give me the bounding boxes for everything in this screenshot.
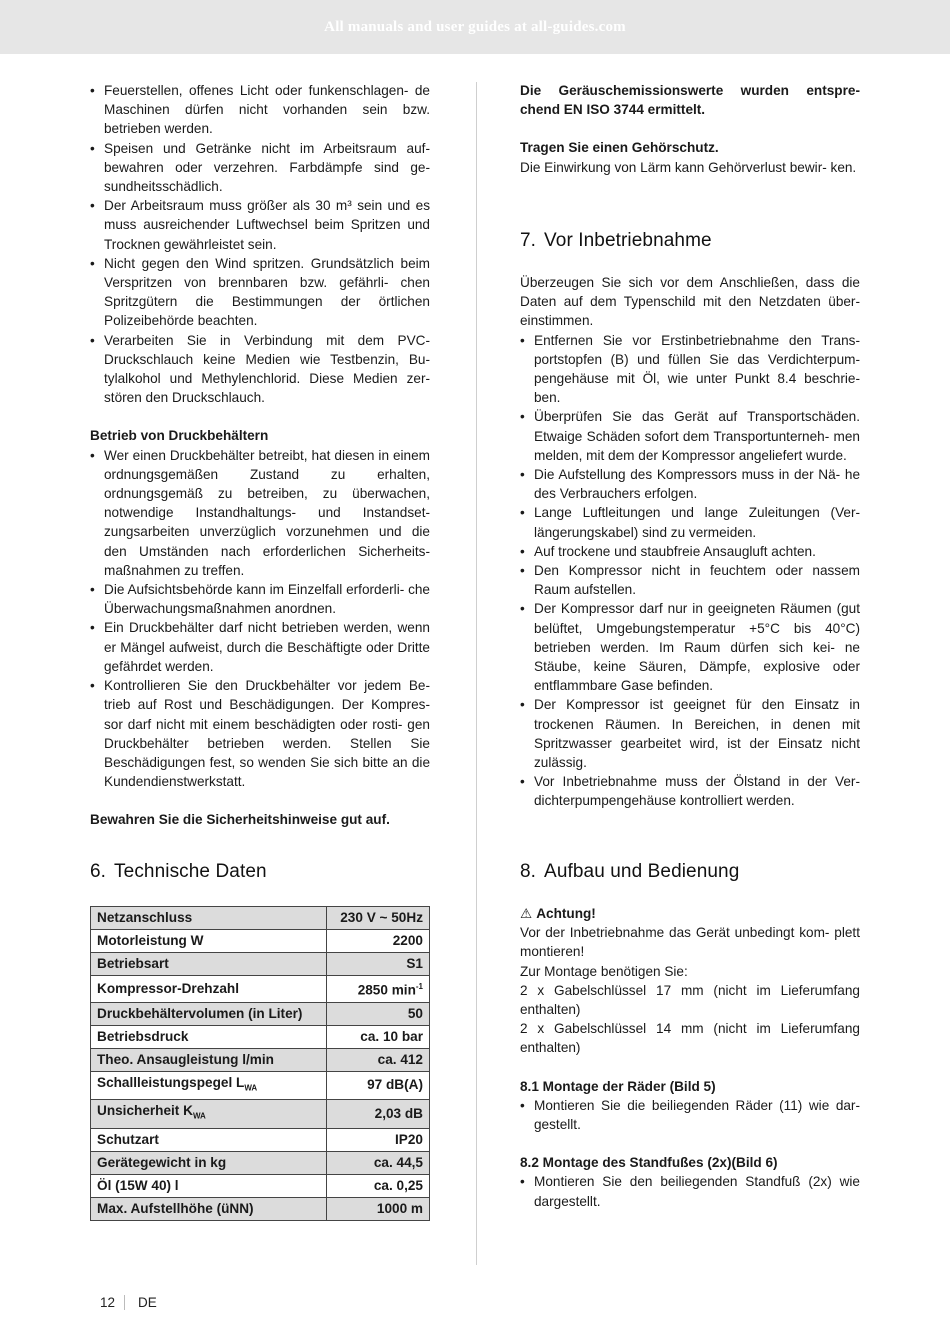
- technical-data-table: [90, 906, 430, 1221]
- noise-emission-note: Die Geräuschemissionswerte wurden entspre- chend EN ISO 3744 ermittelt.: [520, 83, 860, 118]
- spec-value: 1000 m: [326, 1197, 429, 1220]
- spec-value: 2,03 dB: [326, 1100, 429, 1129]
- list-item: • Montieren Sie den beiliegenden Standfuß (2x) wie dargestellt.: [520, 1172, 860, 1210]
- spec-value: ca. 412: [326, 1048, 429, 1071]
- spec-value: 2200: [326, 930, 429, 953]
- spec-label: Theo. Ansaugleistung l/min: [91, 1048, 327, 1071]
- spec-value: IP20: [326, 1128, 429, 1151]
- list-item: • Wer einen Druckbehälter betreibt, hat diesen in einem ordnungsgemäßen Zustand zu erhalten, ordnungsgemäß zu betreiben, zu überwachen, notwendige Instandhaltungs- und Instandset- zungsarbeiten unverzüglich vorzunehmen und die den Umständen nach erforderlichen Sicherheits- maßnahmen zu treffen.: [90, 446, 430, 580]
- spec-value: S1: [326, 953, 429, 976]
- spec-value: 230 V ~ 50Hz: [326, 907, 429, 930]
- spec-label: Gerätegewicht in kg: [91, 1151, 327, 1174]
- section-7-intro: Überzeugen Sie sich vor dem Anschließen, dass die Daten auf dem Typenschild mit den Netzdaten über- einstimmen.: [520, 275, 860, 329]
- section-title: Technische Daten: [114, 861, 267, 882]
- table-row: [91, 1174, 430, 1197]
- table-row: [91, 1151, 430, 1174]
- spec-label: Max. Aufstellhöhe (üNN): [91, 1197, 327, 1220]
- spec-label: Schallleistungspegel $L_{WA}$: [91, 1071, 327, 1100]
- subsection-heading: 8.1 Montage der Räder (Bild 5): [520, 1078, 716, 1094]
- list-item: • Montieren Sie die beiliegenden Räder (11) wie dar- gestellt.: [520, 1096, 860, 1134]
- left-column: [90, 81, 430, 830]
- tool-item: 2 x Gabelschlüssel 17 mm (nicht im Lieferumfang enthalten): [520, 982, 860, 1018]
- list-item: • Der Kompressor darf nur in geeigneten Räumen (gut belüftet, Umgebungstemperatur +5°C bis 40°C) betrieben werden. Im Raum dürfen sich kei- ne Stäube, keine Säuren, Dämpfe, explosive oder entflammbare Gase befinden.: [520, 599, 860, 695]
- column-divider: [476, 82, 477, 1265]
- list-item: • Kontrollieren Sie den Druckbehälter vor jedem Be- trieb auf Rost und Beschädigungen. Der Kompres- sor darf nicht mit einem beschädigten oder rosti- gen Druckbehälter betrieben werden. Stellen Sie Beschädigungen fest, so wenden Sie sich bitte an die Kundendienstwerkstatt.: [90, 676, 430, 791]
- subsection-list: [520, 1096, 860, 1134]
- page-footer: [100, 1295, 157, 1310]
- spec-label: Netzanschluss: [91, 907, 327, 930]
- spec-value: ca. 10 bar: [326, 1025, 429, 1048]
- list-item: • Lange Luftleitungen und lange Zuleitungen (Ver- längerungskabel) sind zu vermeiden.: [520, 503, 860, 541]
- table-row: [91, 1197, 430, 1220]
- site-banner: All manuals and user guides at all-guides.com: [0, 0, 950, 54]
- table-row: [91, 953, 430, 976]
- language-code: DE: [138, 1295, 157, 1310]
- section-7-body: [520, 273, 860, 811]
- list-item: • Überprüfen Sie das Gerät auf Transportschäden. Etwaige Schäden sofort dem Transportunterneh- men melden, mit dem der Kompressor angeliefert wurde.: [520, 407, 860, 465]
- list-item: • Die Aufstellung des Kompressors muss in der Nä- he des Verbrauchers erfolgen.: [520, 465, 860, 503]
- pressure-vessel-list: [90, 446, 430, 792]
- spec-value: ca. 0,25: [326, 1174, 429, 1197]
- list-item: • Die Aufsichtsbehörde kann im Einzelfall erforderli- che Überwachungsmaßnahmen anordnen.: [90, 580, 430, 618]
- warning-icon: ⚠: [520, 906, 533, 921]
- spec-value: 97 dB(A): [326, 1071, 429, 1100]
- section-8-heading: [520, 861, 739, 883]
- list-item: • Ein Druckbehälter darf nicht betrieben werden, wenn er Mängel aufweist, durch die Beschäftigte oder Dritte gefährdet werden.: [90, 618, 430, 676]
- spec-label: Kompressor-Drehzahl: [91, 976, 327, 1003]
- pressure-vessel-heading: Betrieb von Druckbehältern: [90, 428, 269, 444]
- warning-heading: ⚠ Achtung!: [520, 904, 860, 923]
- list-item: • Feuerstellen, offenes Licht oder funkenschlagen- de Maschinen dürfen nicht vorhanden sein bzw. betrieben werden.: [90, 81, 430, 139]
- spec-label: Motorleistung W: [91, 930, 327, 953]
- list-item: • Auf trockene und staubfreie Ansaugluft achten.: [520, 542, 860, 561]
- table-row: [91, 930, 430, 953]
- list-item: • Entfernen Sie vor Erstinbetriebnahme den Trans- portstopfen (B) und füllen Sie das Verdichterpum- pengehäuse mit Öl, wie unter Punkt 8.4 beschrie- ben.: [520, 331, 860, 408]
- ear-protection-heading: Tragen Sie einen Gehörschutz.: [520, 140, 719, 156]
- list-item: • Den Kompressor nicht in feuchtem oder nassem Raum aufstellen.: [520, 561, 860, 599]
- tool-item: 2 x Gabelschlüssel 14 mm (nicht im Lieferumfang enthalten): [520, 1021, 860, 1056]
- spec-value: ca. 44,5: [326, 1151, 429, 1174]
- right-column-top: [520, 81, 860, 177]
- table-row: [91, 1128, 430, 1151]
- page-number: 12: [100, 1295, 125, 1310]
- table-row: [91, 1025, 430, 1048]
- section-number: 7.: [520, 230, 537, 251]
- section-number: 8.: [520, 861, 537, 882]
- spec-label: Schutzart: [91, 1128, 327, 1151]
- section-title: Vor Inbetriebnahme: [544, 230, 712, 251]
- spec-label: Öl (15W 40) l: [91, 1174, 327, 1197]
- table-row: [91, 1100, 430, 1129]
- table-row: [91, 907, 430, 930]
- section-8-body: [520, 904, 860, 1211]
- spec-label: Betriebsdruck: [91, 1025, 327, 1048]
- section-7-list: [520, 331, 860, 811]
- list-item: • Speisen und Getränke nicht im Arbeitsraum auf- bewahren oder verzehren. Farbdämpfe sind ge- sundheitsschädlich.: [90, 139, 430, 197]
- list-item: • Verarbeiten Sie in Verbindung mit dem PVC- Druckschlauch keine Medien wie Testbenzin, Bu- tylalkohol und Methylenchlorid. Diese Medien zer- stören den Druckschlauch.: [90, 331, 430, 408]
- list-item: • Der Arbeitsraum muss größer als 30 m³ sein und es muss ausreichender Luftwechsel beim Spritzen und Trocknen gewährleistet sein.: [90, 196, 430, 254]
- section-title: Aufbau und Bedienung: [544, 861, 740, 882]
- table-row: [91, 1002, 430, 1025]
- section-number: 6.: [90, 861, 107, 882]
- workplace-safety-list: [90, 81, 430, 407]
- list-item: • Vor Inbetriebnahme muss der Ölstand in der Ver- dichterpumpengehäuse kontrolliert werden.: [520, 772, 860, 810]
- section-6-heading: [90, 861, 267, 883]
- table-row: [91, 1048, 430, 1071]
- spec-label: Unsicherheit $K_{WA}$: [91, 1100, 327, 1129]
- section-7-heading: [520, 230, 712, 252]
- spec-value: 50: [326, 1002, 429, 1025]
- subsection-heading: 8.2 Montage des Standfußes (2x)(Bild 6): [520, 1155, 778, 1171]
- spec-label: Druckbehältervolumen (in Liter): [91, 1002, 327, 1025]
- spec-label: Betriebsart: [91, 953, 327, 976]
- table-row: [91, 976, 430, 1003]
- keep-instructions-note: Bewahren Sie die Sicherheitshinweise gut auf.: [90, 812, 390, 828]
- warning-text: Vor der Inbetriebnahme das Gerät unbedingt kom- plett montieren!: [520, 925, 860, 960]
- list-item: • Der Kompressor ist geeignet für den Einsatz in trockenen Räumen. In Bereichen, in denen mit Spritzwasser gearbeitet wird, ist der Einsatz nicht zulässig.: [520, 695, 860, 772]
- ear-protection-text: Die Einwirkung von Lärm kann Gehörverlust bewir- ken.: [520, 159, 857, 175]
- tools-intro: Zur Montage benötigen Sie:: [520, 963, 688, 979]
- subsection-list: [520, 1172, 860, 1210]
- spec-value: 2850 $\min^{-1}$: [326, 976, 429, 1003]
- table-row: [91, 1071, 430, 1100]
- list-item: • Nicht gegen den Wind spritzen. Grundsätzlich beim Verspritzen von brennbaren bzw. gefährli- chen Spritzgütern die Bestimmungen der örtlichen Polizeibehörde beachten.: [90, 254, 430, 331]
